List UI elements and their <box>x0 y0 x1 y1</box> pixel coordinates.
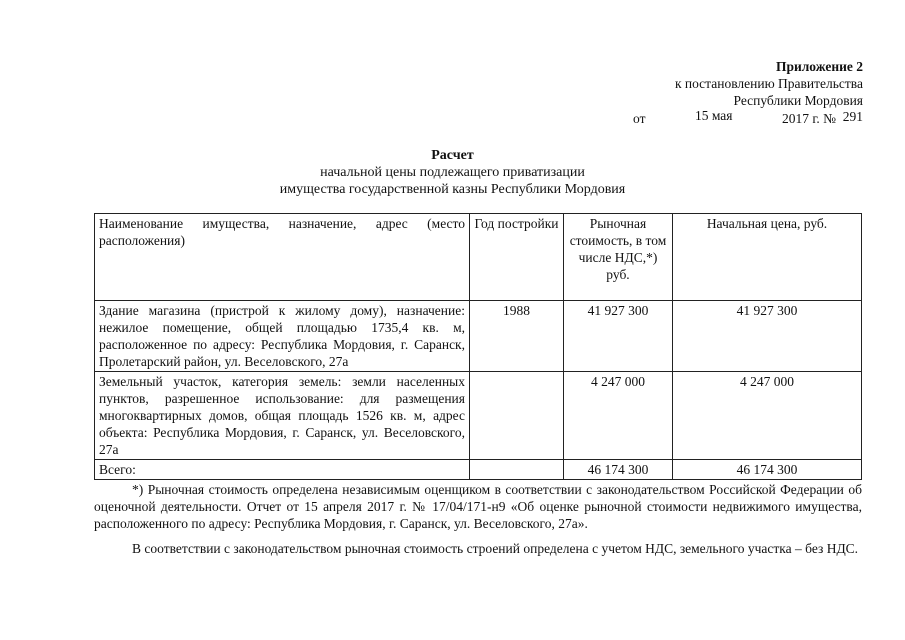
appendix-block <box>633 58 863 127</box>
row-1-market: 41 927 300 <box>564 301 673 372</box>
header-year: Год постройки <box>470 214 564 301</box>
row-1-start: 41 927 300 <box>673 301 862 372</box>
row-2-name: Земельный участок, категория земель: земли населенных пунктов, разрешенное использование: для размещения многоквартирных домов, общая площадь 1526 кв. м, адрес объекта: Республика Мордовия, г. Саранск, ул. Веселовского, 27а <box>95 372 470 460</box>
footnote-market-value: *) Рыночная стоимость определена независимым оценщиком в соответствии с законодательством Российской Федерации об оценочной деятельности. Отчет от 15 апреля 2017 г. № 17/04/171-н9 «Об оценке рыночной стоимости недвижимого имущества, расположенного по адресу: Республика Мордовия, г. Саранск, ул. Веселовского, 27а». <box>94 482 862 531</box>
total-year <box>470 460 564 480</box>
table-total-row <box>95 460 862 480</box>
table-header-row <box>95 214 862 301</box>
table-row <box>95 372 862 460</box>
decree-number: 291 <box>842 109 863 124</box>
appendix-line-2: Республики Мордовия <box>733 93 863 108</box>
row-1-name: Здание магазина (пристрой к жилому дому), назначение: нежилое помещение, общей площадью 1735,4 кв. м, расположенное по адресу: Республика Мордовия, г. Саранск, Пролетарский район, ул. Веселовского, 27а <box>95 301 470 372</box>
date-year <box>782 110 863 127</box>
row-2-market: 4 247 000 <box>564 372 673 460</box>
table-row <box>95 301 862 372</box>
date-day: 15 мая <box>694 108 733 123</box>
heading-line-2: имущества государственной казны Республики Мордовия <box>279 182 626 197</box>
total-start: 46 174 300 <box>673 460 862 480</box>
row-1-year: 1988 <box>470 301 564 372</box>
appendix-title: Приложение 2 <box>775 59 863 74</box>
total-label: Всего: <box>95 460 470 480</box>
appendix-dateline <box>633 110 863 127</box>
row-2-year <box>470 372 564 460</box>
date-year-text: 2017 г. № <box>781 111 836 126</box>
heading-title: Расчет <box>431 148 474 163</box>
footnote-block <box>94 481 862 557</box>
document-heading <box>0 147 905 198</box>
valuation-table <box>94 213 862 480</box>
total-market: 46 174 300 <box>564 460 673 480</box>
header-market: Рыночная стоимость, в том числе НДС,*) руб. <box>564 214 673 301</box>
heading-line-1: начальной цены подлежащего приватизации <box>320 165 585 180</box>
date-prefix: от <box>633 111 646 126</box>
appendix-line-1: к постановлению Правительства <box>674 76 863 91</box>
header-start: Начальная цена, руб. <box>673 214 862 301</box>
footnote-vat: В соответствии с законодательством рыночная стоимость строений определена с учетом НДС, земельного участка – без НДС. <box>132 541 859 556</box>
row-2-start: 4 247 000 <box>673 372 862 460</box>
header-name: Наименование имущества, назначение, адрес (место расположения) <box>95 214 470 301</box>
